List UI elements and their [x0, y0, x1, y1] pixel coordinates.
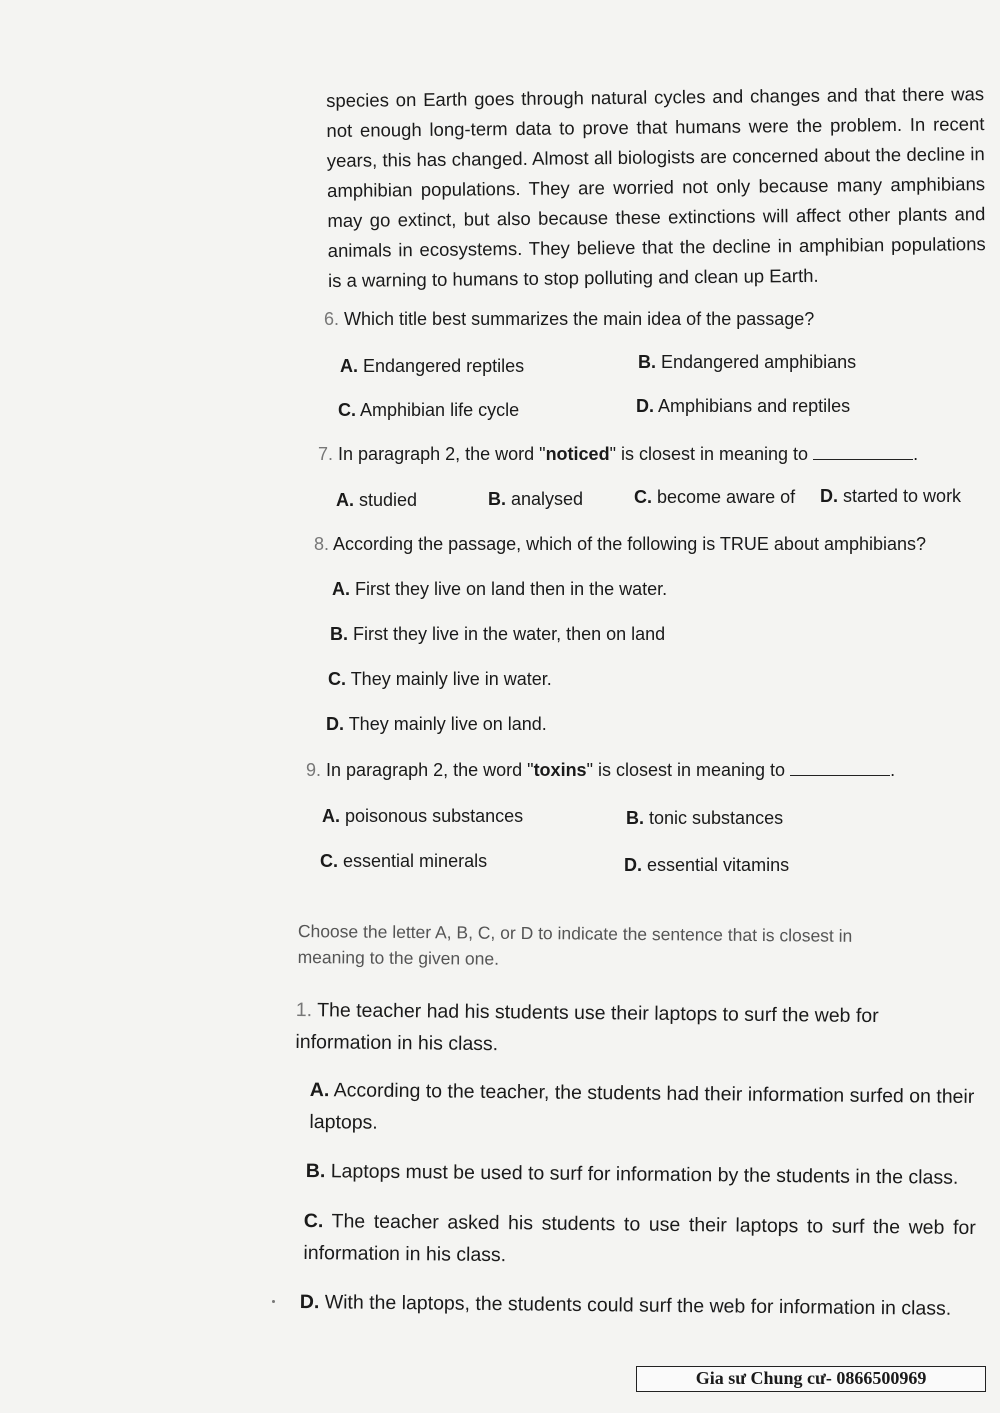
q9-option-a[interactable]: A. poisonous substances: [322, 806, 524, 826]
q9-option-d[interactable]: D. essential vitamins: [624, 855, 790, 875]
q8-option-d[interactable]: D. They mainly live on land.: [326, 714, 547, 734]
question-number: 7.: [318, 444, 334, 464]
q6-option-c[interactable]: C. Amphibian life cycle: [338, 400, 520, 420]
q9-option-c[interactable]: C. essential minerals: [320, 851, 488, 871]
question-7: 7. In paragraph 2, the word "noticed" is closest in meaning to .: [318, 444, 919, 464]
question-text: Which title best summarizes the main idea of the passage?: [344, 309, 815, 329]
question-number: 9.: [306, 760, 322, 780]
q9-option-b[interactable]: B. tonic substances: [626, 808, 784, 828]
footer-contact-box: Gia sư Chung cư- 0866500969: [636, 1366, 986, 1392]
q6-option-d[interactable]: D. Amphibians and reptiles: [636, 396, 851, 416]
q8-option-a[interactable]: A. First they live on land then in the water.: [332, 579, 668, 599]
q8-option-c[interactable]: C. They mainly live in water.: [328, 669, 552, 689]
question-number: 1.: [295, 998, 313, 1022]
q6-option-b[interactable]: B. Endangered amphibians: [638, 352, 857, 372]
passage-paragraph: species on Earth goes through natural cycles and changes and that there was not enough long-term data to prove that humans were the problem. In recent years, this has changed. Almost all biologists are concerned about the decline in amphibian populations. They are worried not only because many amphibians may go extinct, but also because these extinctions will affect other plants and animals in ecosystems. They believe that the decline in amphibian populations is a warning to humans to stop polluting and clean up Earth.: [326, 83, 986, 291]
s1-option-d[interactable]: D. With the laptops, the students could surf the web for information in class.: [299, 1290, 952, 1320]
question-keyword: noticed: [545, 444, 610, 464]
question-9: 9. In paragraph 2, the word "toxins" is closest in meaning to .: [306, 760, 896, 780]
scan-speck: [272, 1300, 275, 1303]
question-6: [324, 309, 814, 330]
s1-option-a[interactable]: A. According to the teacher, the students had their information surfed on their laptops.: [309, 1078, 975, 1134]
sentence-question-1: [295, 994, 980, 1065]
answer-blank: [813, 458, 913, 460]
question-text: The teacher had his students use their laptops to surf the web for information in his class.: [295, 999, 879, 1056]
q7-option-c[interactable]: C. become aware of: [634, 487, 796, 507]
s1-option-c[interactable]: C. The teacher asked his students to use their laptops to surf the web for information in his class.: [303, 1209, 976, 1267]
q6-option-a[interactable]: A. Endangered reptiles: [340, 356, 525, 376]
q7-option-d[interactable]: D. started to work: [820, 486, 962, 506]
section-instruction: Choose the letter A, B, C, or D to indicate the sentence that is closest in meaning to the given one.: [297, 920, 853, 969]
question-8: [314, 534, 926, 555]
answer-blank: [790, 774, 890, 776]
question-text: According the passage, which of the following is TRUE about amphibians?: [333, 534, 927, 554]
q7-option-b[interactable]: B. analysed: [488, 489, 584, 509]
question-number: 8.: [314, 534, 330, 554]
s1-option-b[interactable]: B. Laptops must be used to surf for information by the students in the class.: [305, 1159, 959, 1189]
q8-option-b[interactable]: B. First they live in the water, then on land: [330, 624, 666, 644]
q7-option-a[interactable]: A. studied: [336, 490, 418, 510]
question-keyword: toxins: [533, 760, 587, 780]
question-number: 6.: [324, 309, 340, 329]
